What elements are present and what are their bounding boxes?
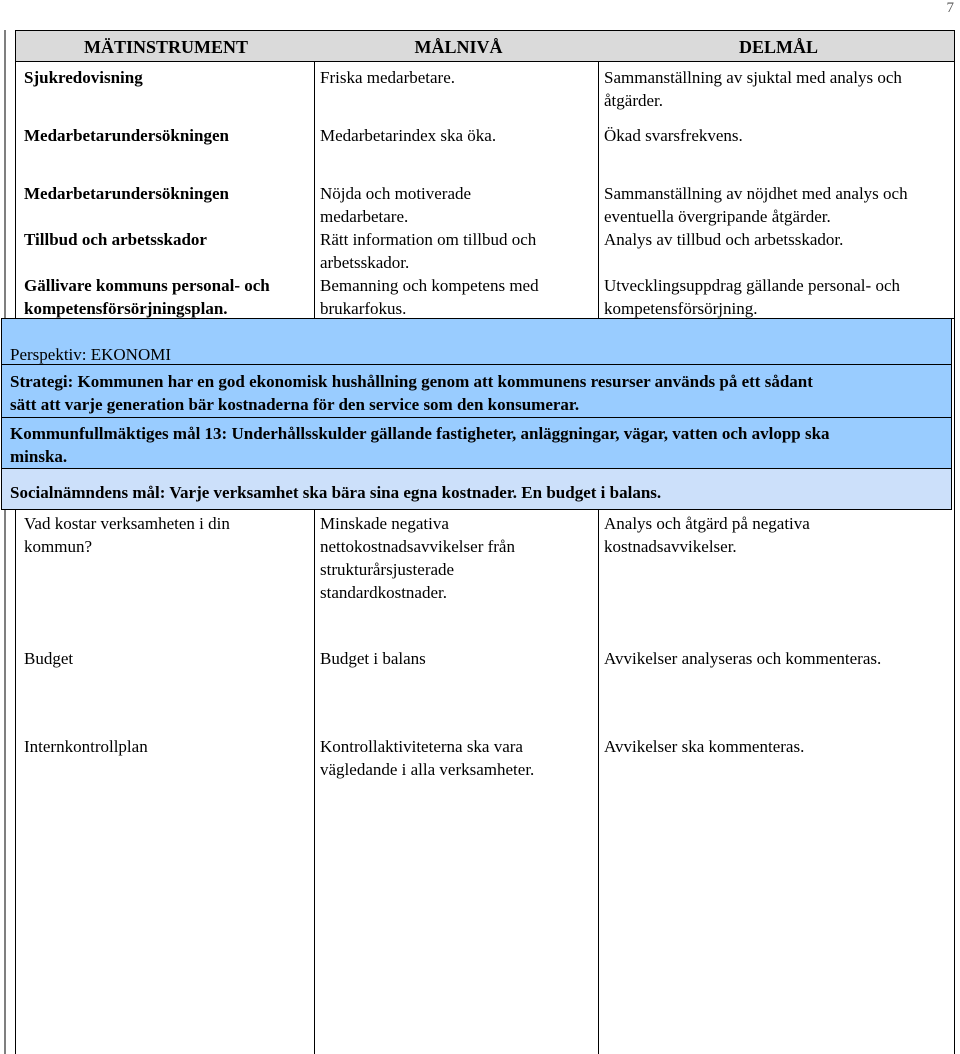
municipal-goal-line: Kommunfullmäktiges mål 13: Underhållsskulder gällande fastigheter, anläggningar, vägar, vatten och avlopp ska (10, 424, 830, 443)
subgoal-cell: Sammanställning av sjuktal med analys och åtgärder. (604, 68, 902, 110)
target-cell: Budget i balans (320, 649, 426, 668)
page-number: 7 (946, 0, 954, 16)
strategy-line: sätt att varje generation bär kostnaderna för den service som den konsumerar. (10, 395, 580, 414)
subgoal-cell: Sammanställning av nöjdhet med analys och eventuella övergripande åtgärder. (604, 184, 908, 226)
margin-bracket (4, 508, 6, 1054)
column-divider (314, 510, 315, 1054)
target-cell: Bemanning och kompetens med brukarfokus. (320, 276, 539, 318)
column-divider (598, 62, 599, 318)
target-cell: Medarbetarindex ska öka. (320, 126, 497, 145)
column-divider (598, 510, 599, 1054)
table-header (15, 30, 955, 62)
subgoal-cell: Analys och åtgärd på negativa kostnadsavvikelser. (604, 514, 810, 556)
column-divider (314, 62, 315, 318)
target-cell: Rätt information om tillbud och arbetsskador. (320, 230, 537, 272)
instrument-cell: Tillbud och arbetsskador (24, 230, 207, 249)
subgoal-cell: Avvikelser ska kommenteras. (604, 737, 805, 756)
target-cell: Kontrollaktiviteterna ska vara vägledande i alla verksamheter. (320, 737, 535, 779)
subgoal-cell: Ökad svarsfrekvens. (604, 126, 743, 145)
strategy-line: Strategi: Kommunen har en god ekonomisk hushållning genom att kommunens resurser används på ett sådant (10, 372, 813, 391)
header-instrument: MÄTINSTRUMENT (83, 37, 248, 57)
committee-goal-band (1, 468, 952, 510)
target-cell: Nöjda och motiverade medarbetare. (320, 184, 472, 226)
header-subgoal: DELMÅL (738, 37, 818, 57)
instrument-cell: Medarbetarundersökningen (24, 126, 229, 145)
perspective-band (1, 318, 952, 365)
instrument-cell: Medarbetarundersökningen (24, 184, 229, 203)
strategy-band (1, 364, 952, 418)
target-cell: Friska medarbetare. (320, 68, 455, 87)
instrument-cell: Budget (24, 649, 74, 668)
margin-bracket (4, 30, 6, 320)
target-cell: Minskade negativa nettokostnadsavvikelser från strukturårsjusterade standardkostnader. (320, 514, 515, 602)
perspective-text: Perspektiv: EKONOMI (10, 345, 172, 364)
instrument-cell: Vad kostar verksamheten i din kommun? (24, 514, 230, 556)
instrument-cell: Internkontrollplan (24, 737, 148, 756)
instrument-cell: Sjukredovisning (24, 68, 143, 87)
subgoal-cell: Analys av tillbud och arbetsskador. (604, 230, 844, 249)
subgoal-cell: Avvikelser analyseras och kommenteras. (604, 649, 882, 668)
header-target: MÅLNIVÅ (414, 37, 503, 57)
subgoal-cell: Utvecklingsuppdrag gällande personal- och kompetensförsörjning. (604, 276, 900, 318)
municipal-goal-line: minska. (10, 447, 68, 466)
instrument-cell: Gällivare kommuns personal- och kompetensförsörjningsplan. (24, 276, 270, 318)
municipal-goal-band (1, 417, 952, 469)
committee-goal-text: Socialnämndens mål: Varje verksamhet ska bära sina egna kostnader. En budget i balans. (10, 483, 662, 502)
